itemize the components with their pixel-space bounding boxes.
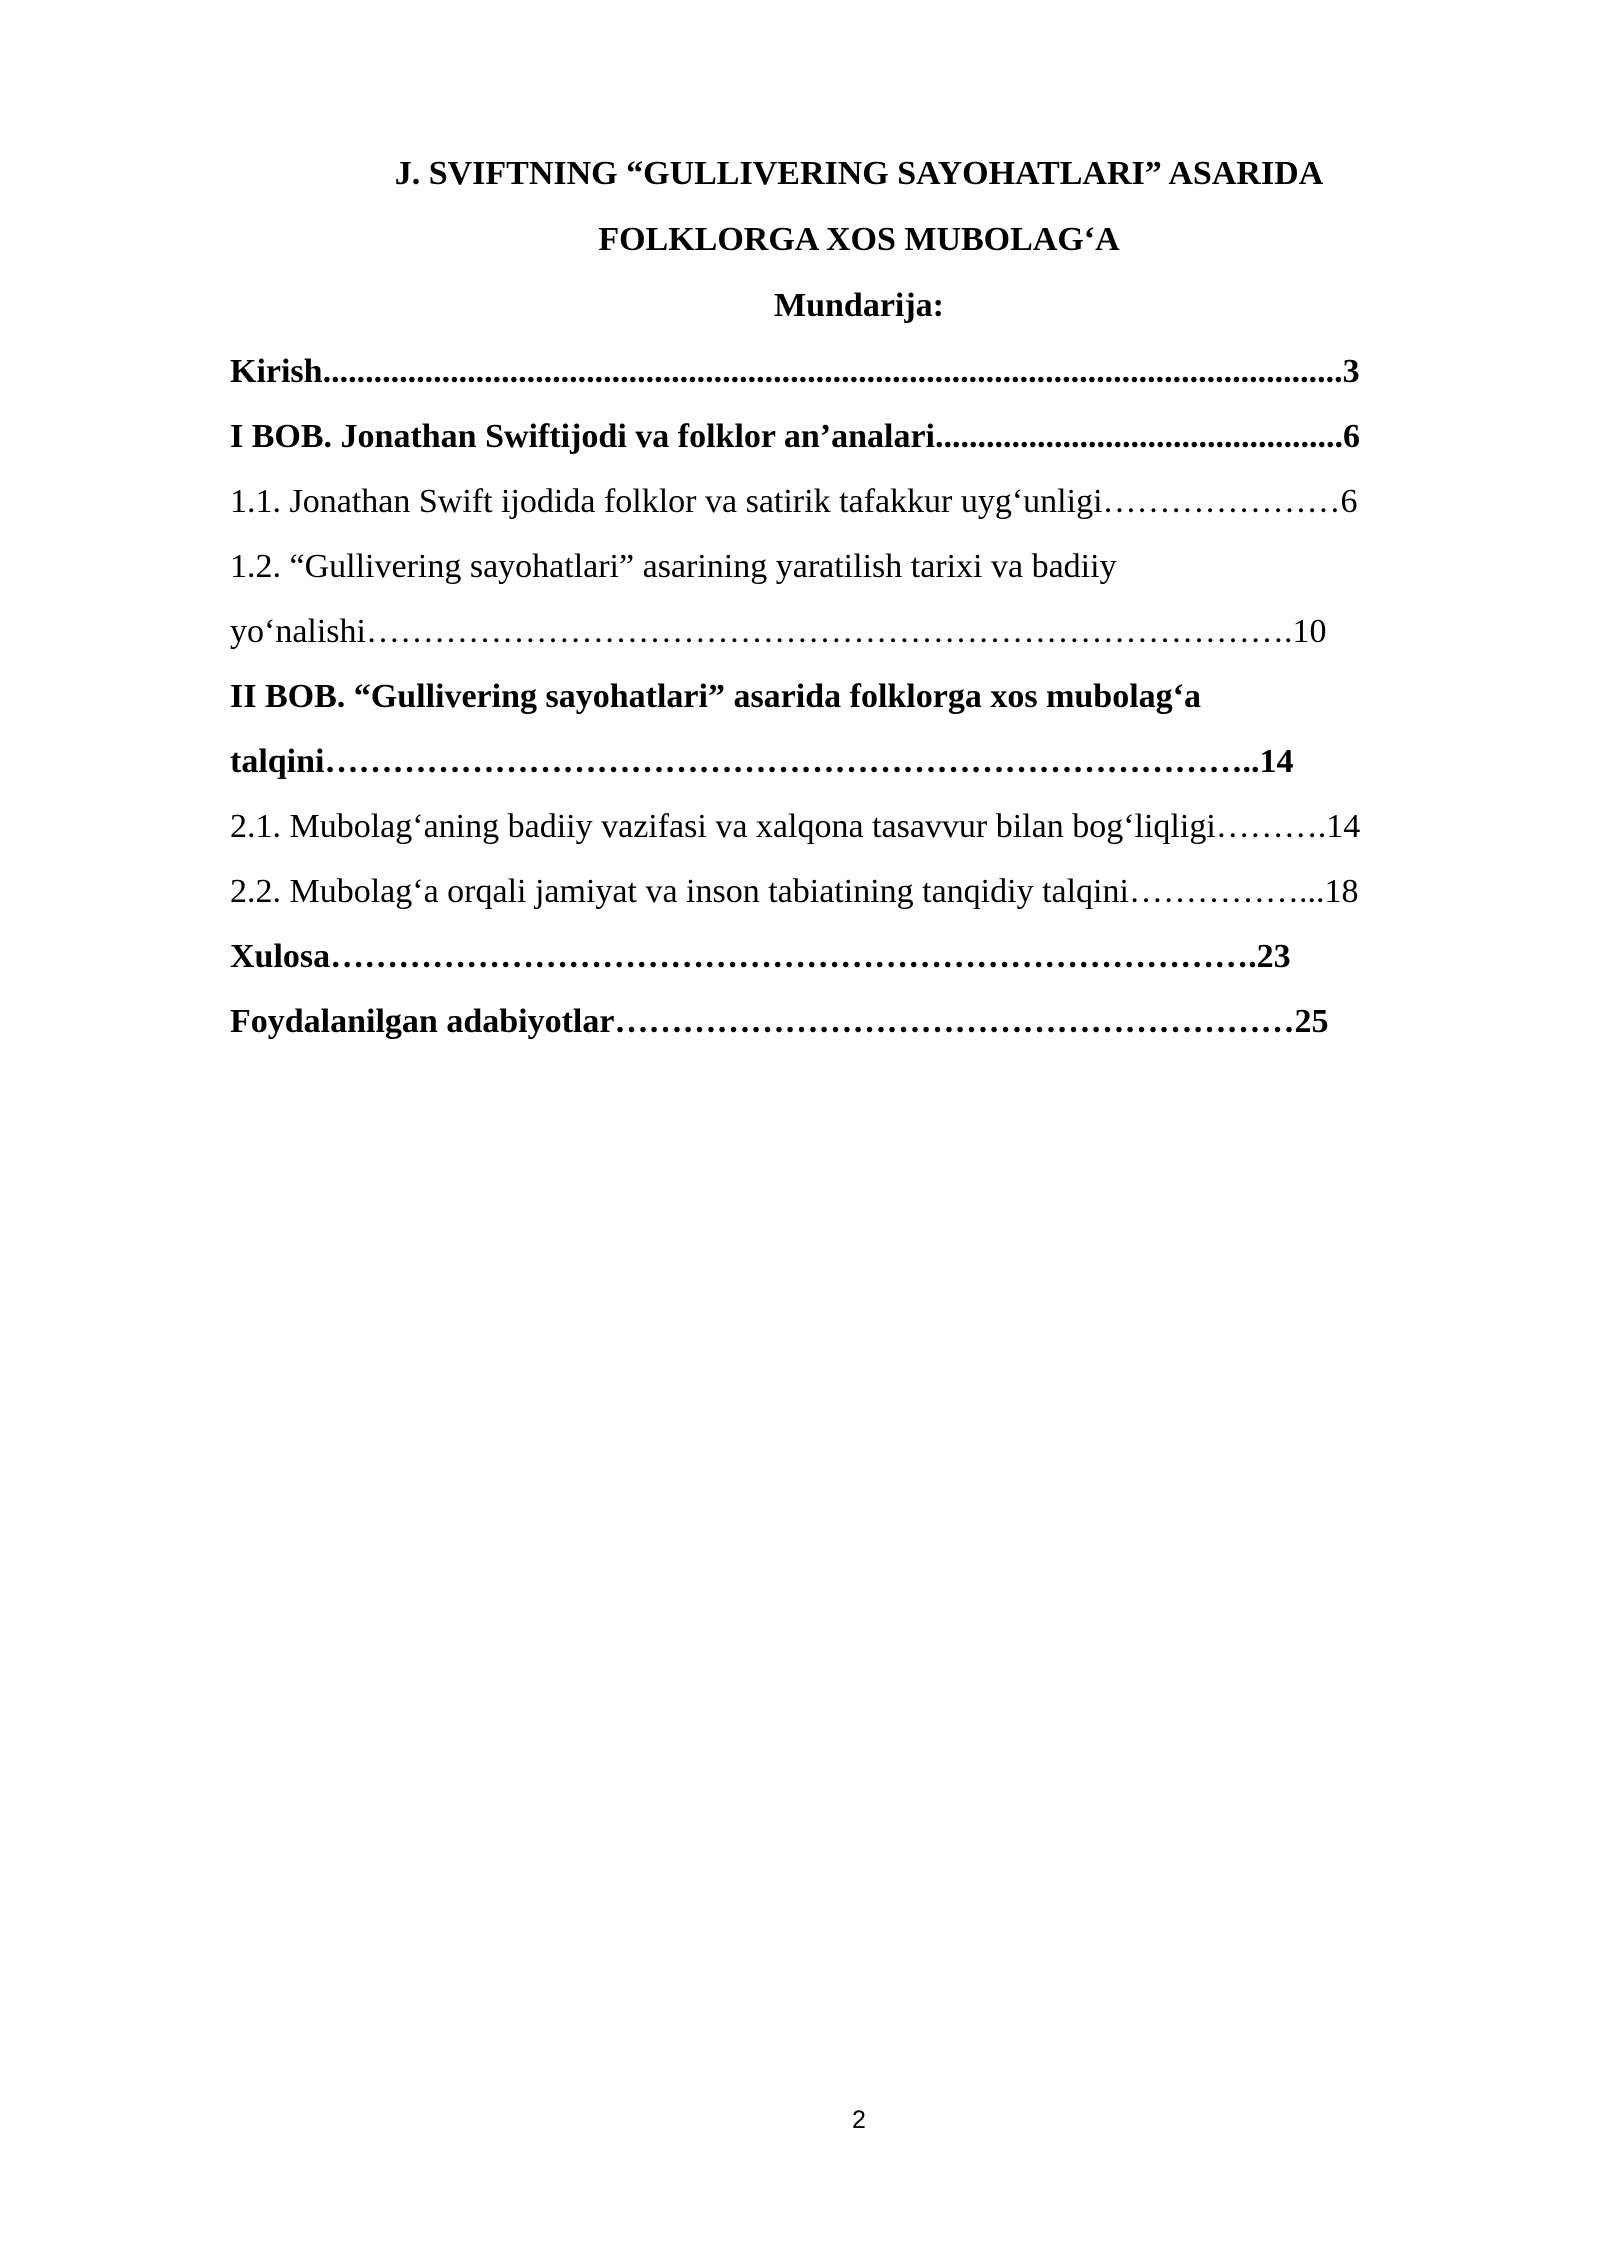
toc-entry-chapter-1: I BOB. Jonathan Swiftijodi va folklor an’analari................................................6 xyxy=(230,418,1360,455)
toc-entry-chapter-2-continued: talqini………………………………………………………………………..14 xyxy=(230,743,1294,780)
toc-entry-section-2-1: 2.1. Mubolag‘aning badiiy vazifasi va xalqona tasavvur bilan bog‘liqligi……….14 xyxy=(230,808,1361,845)
document-title-line-2: FOLKLORGA XOS MUBOLAG‘A xyxy=(598,221,1120,258)
toc-entry-xulosa: Xulosa……………………………………………………………………….23 xyxy=(230,938,1291,975)
table-of-contents xyxy=(230,350,1485,1065)
toc-entry-section-1-2: 1.2. “Gullivering sayohatlari” asarining yaratilish tarixi va badiiy xyxy=(230,548,1117,585)
toc-heading: Mundarija: xyxy=(774,287,944,324)
toc-entry-section-1-2-continued: yo‘nalishi……………………………………………………………………….10 xyxy=(230,613,1327,650)
toc-entry-references: Foydalanilgan adabiyotlar……………………………………………………25 xyxy=(230,1003,1329,1040)
toc-entry-section-2-2: 2.2. Mubolag‘a orqali jamiyat va inson tabiatining tanqidiy talqini……………...18 xyxy=(230,873,1359,910)
document-title-line-1: J. SVIFTNING “GULLIVERING SAYOHATLARI” ASARIDA xyxy=(394,155,1324,192)
toc-entry-chapter-2: II BOB. “Gullivering sayohatlari” asarida folklorga xos mubolag‘a xyxy=(230,678,1201,715)
toc-entry-section-1-1: 1.1. Jonathan Swift ijodida folklor va satirik tafakkur uyg‘unligi…………………6 xyxy=(230,483,1358,520)
toc-entry-kirish: Kirish........................................................................................................................3 xyxy=(230,353,1360,390)
page-number: 2 xyxy=(852,2106,866,2134)
